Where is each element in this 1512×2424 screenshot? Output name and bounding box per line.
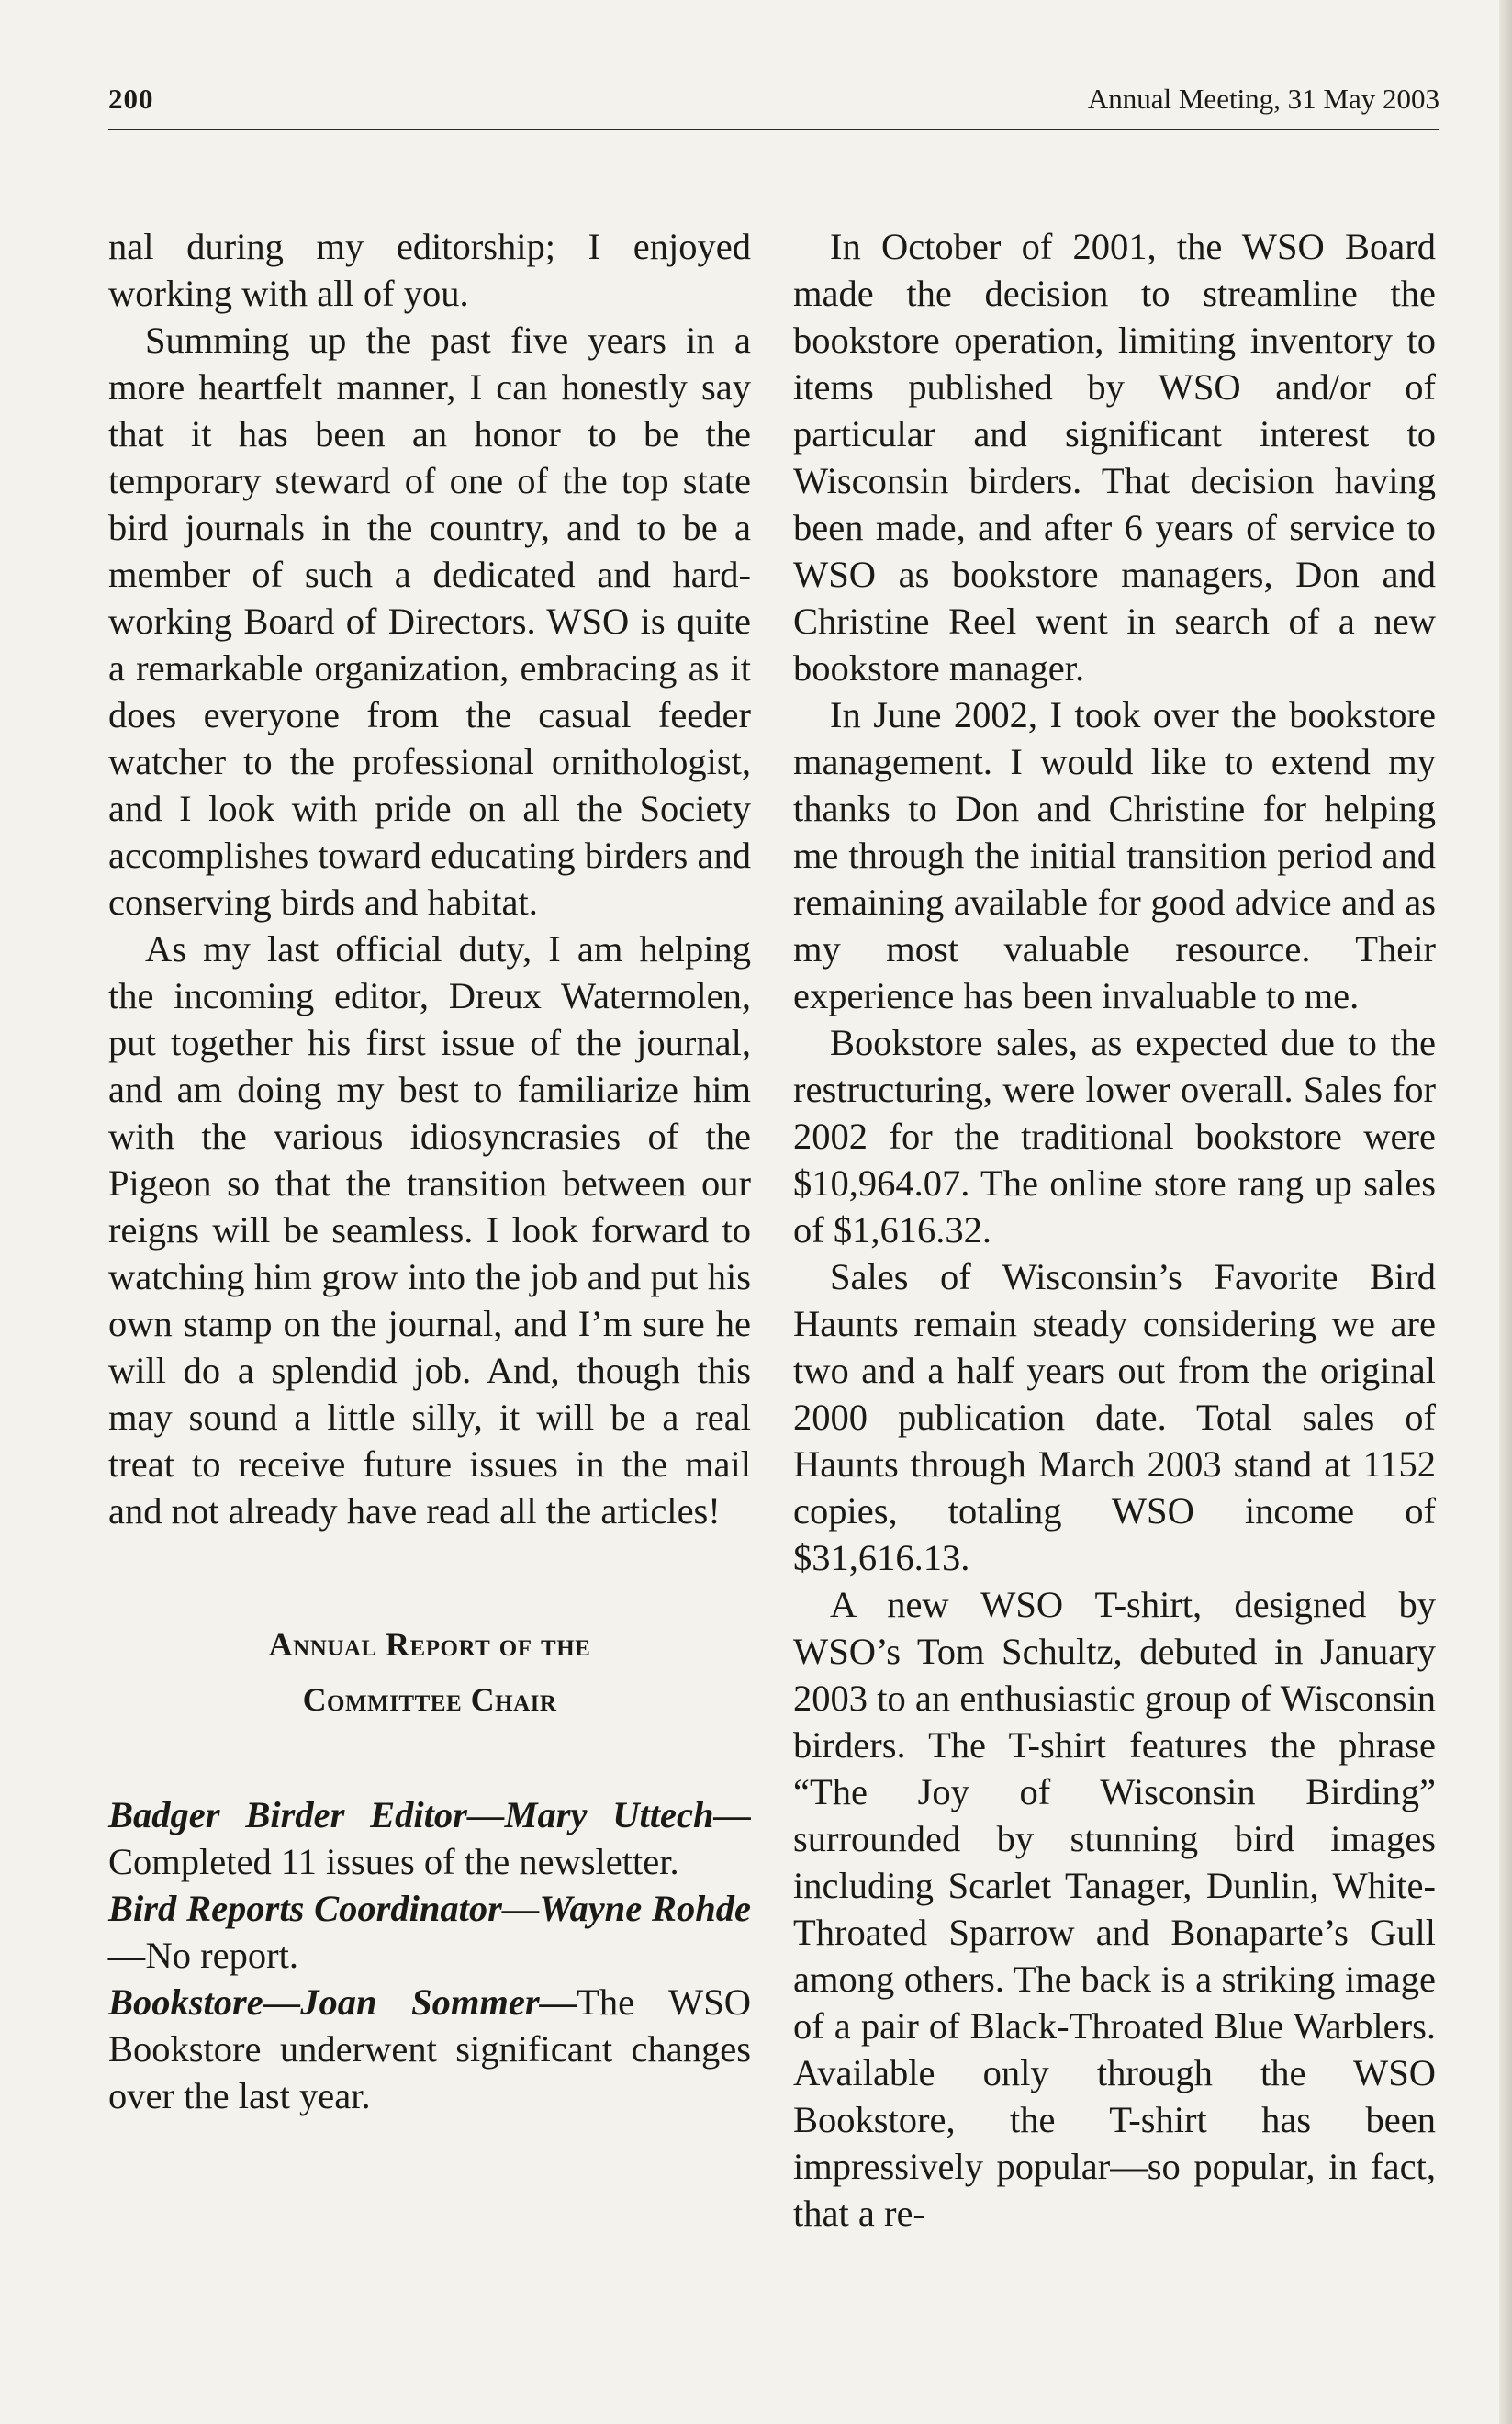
right-column — [793, 223, 1436, 2237]
paragraph: Sales of Wisconsin’s Favorite Bird Haunts remain steady considering we are two and a half years out from the original 2000 publication date. Total sales of Haunts through March 2003 stand at 1152 copies, totaling WSO income of $31,616.13. — [793, 1256, 1436, 1578]
paragraph: A new WSO T-shirt, designed by WSO’s Tom Schultz, debuted in January 2003 to an enthusiastic group of Wisconsin birders. The T-shirt features the phrase “The Joy of Wisconsin Birding” surrounded by stunning bird images including Scarlet Tanager, Dunlin, White-Throated Sparrow and Bonaparte’s Gull among others. The back is a striking image of a pair of Black-Throated Blue Warblers. Available only through the WSO Bookstore, the T-shirt has been impressively popular—so popular, in fact, that a re- — [793, 1584, 1436, 2234]
page-number: 200 — [108, 83, 154, 115]
entry-label: Bookstore—Joan Sommer— — [108, 1981, 577, 2023]
paragraph: Bookstore sales, as expected due to the restructuring, were lower overall. Sales for 2002 for the traditional bookstore were $10,964.07. The online store rang up sales of $1,616.32. — [793, 1022, 1436, 1251]
entry-label: Bird Reports Coordinator—Wayne Rohde— — [108, 1888, 751, 1976]
entry-text: No report. — [145, 1935, 298, 1976]
report-entry — [108, 1885, 751, 1979]
paragraph: nal during my editorship; I enjoyed working with all of you. — [108, 226, 751, 314]
entry-label: Badger Birder Editor—Mary Uttech— — [108, 1794, 751, 1835]
entry-text: Completed 11 issues of the newsletter. — [108, 1841, 679, 1882]
header-rule — [108, 129, 1439, 130]
paragraph: In June 2002, I took over the bookstore management. I would like to extend my thanks to Don and Christine for helping me through the initial transition period and remaining available for good advice and as my most valuable resource. Their experience has been invaluable to me. — [793, 694, 1436, 1016]
paragraph: Summing up the past five years in a more heartfelt manner, I can honestly say that it has been an honor to be the temporary steward of one of the top state bird journals in the country, and to be a member of such a dedicated and hard-working Board of Directors. WSO is quite a remarkable organization, embracing as it does everyone from the casual feeder watcher to the professional ornithologist, and I look with pride on all the Society accomplishes toward educating birders and conserving birds and habitat. — [108, 320, 751, 923]
page-header — [108, 83, 1439, 129]
section-title — [108, 1617, 751, 1727]
paragraph: In October of 2001, the WSO Board made the decision to streamline the bookstore operation, limiting inventory to items published by WSO and/or of particular and significant interest to Wisconsin birders. That decision having been made, and after 6 years of service to WSO as bookstore managers, Don and Christine Reel went in search of a new bookstore manager. — [793, 226, 1436, 689]
report-entry — [108, 1791, 751, 1885]
section-title-line: Annual Report of the — [268, 1626, 591, 1663]
paragraph: As my last official duty, I am helping the incoming editor, Dreux Watermolen, put together his first issue of the journal, and am doing my best to familiarize him with the various idiosyncrasies of the Pigeon so that the transition between our reigns will be seamless. I look forward to watching him grow into the job and put his own stamp on the journal, and I’m sure he will do a splendid job. And, though this may sound a little silly, it will be a real treat to receive future issues in the mail and not already have read all the articles! — [108, 928, 751, 1532]
running-head: Annual Meeting, 31 May 2003 — [1087, 83, 1439, 115]
page-edge-shadow — [1499, 0, 1512, 2424]
report-entry — [108, 1979, 751, 2119]
entry-text: The WSO Bookstore underwent significant changes over the last year. — [108, 1981, 751, 2116]
left-column — [108, 223, 751, 2119]
section-title-line: Committee Chair — [302, 1681, 557, 1718]
